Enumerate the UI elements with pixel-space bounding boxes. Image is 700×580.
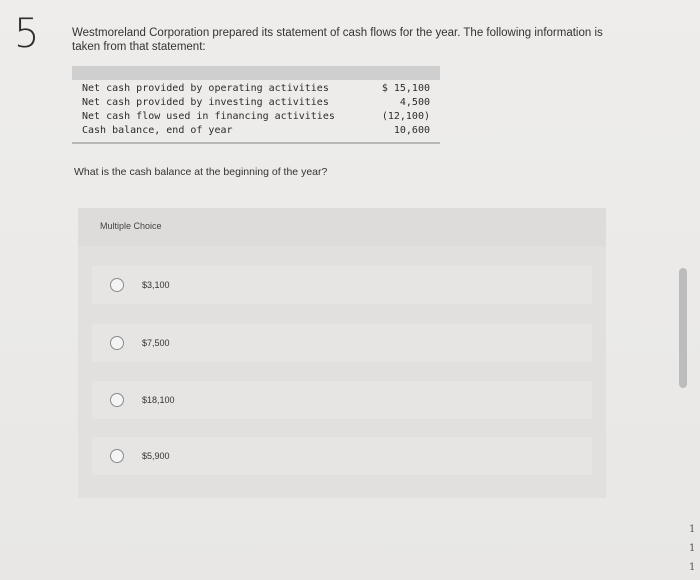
radio-button[interactable] — [110, 393, 124, 407]
choice-label: $18,100 — [142, 395, 175, 405]
edge-digit: 1 — [689, 562, 696, 573]
question-number: 5 — [14, 11, 40, 57]
question-ask: What is the cash balance at the beginning of the year? — [74, 166, 328, 178]
edge-text — [689, 520, 695, 577]
choice-label: $3,100 — [142, 280, 170, 290]
table-row — [72, 124, 440, 138]
choice-label: $7,500 — [142, 338, 170, 348]
row-label: Net cash provided by investing activities — [82, 97, 329, 108]
row-label: Net cash flow used in financing activities — [82, 111, 335, 122]
choice-option-3[interactable] — [92, 381, 592, 419]
row-value: (12,100) — [381, 111, 430, 122]
question-prompt: Westmoreland Corporation prepared its statement of cash flows for the year. The following information is taken from that statement: — [72, 27, 603, 53]
row-label: Net cash provided by operating activities — [82, 83, 329, 94]
row-value: 10,600 — [393, 125, 430, 136]
row-value: 4,500 — [399, 97, 430, 108]
choice-option-2[interactable] — [92, 324, 592, 362]
table-bottom-rule — [72, 142, 440, 144]
multiple-choice-header — [78, 208, 606, 246]
page-scrollbar[interactable] — [679, 268, 687, 388]
radio-button[interactable] — [110, 278, 124, 292]
choice-label: $5,900 — [142, 451, 170, 461]
choice-option-1[interactable] — [92, 266, 592, 304]
row-label: Cash balance, end of year — [82, 125, 233, 136]
table-header-bar — [72, 66, 440, 80]
multiple-choice-panel — [78, 208, 606, 498]
table-row — [72, 82, 440, 96]
multiple-choice-title: Multiple Choice — [100, 221, 162, 231]
choice-option-4[interactable] — [92, 437, 592, 475]
table-row — [72, 96, 440, 110]
edge-digit: 1 — [689, 543, 696, 554]
edge-digit: 1 — [689, 524, 696, 535]
table-row — [72, 110, 440, 124]
row-value: $ 15,100 — [381, 83, 430, 94]
radio-button[interactable] — [110, 449, 124, 463]
radio-button[interactable] — [110, 336, 124, 350]
cash-flow-table — [72, 66, 440, 144]
